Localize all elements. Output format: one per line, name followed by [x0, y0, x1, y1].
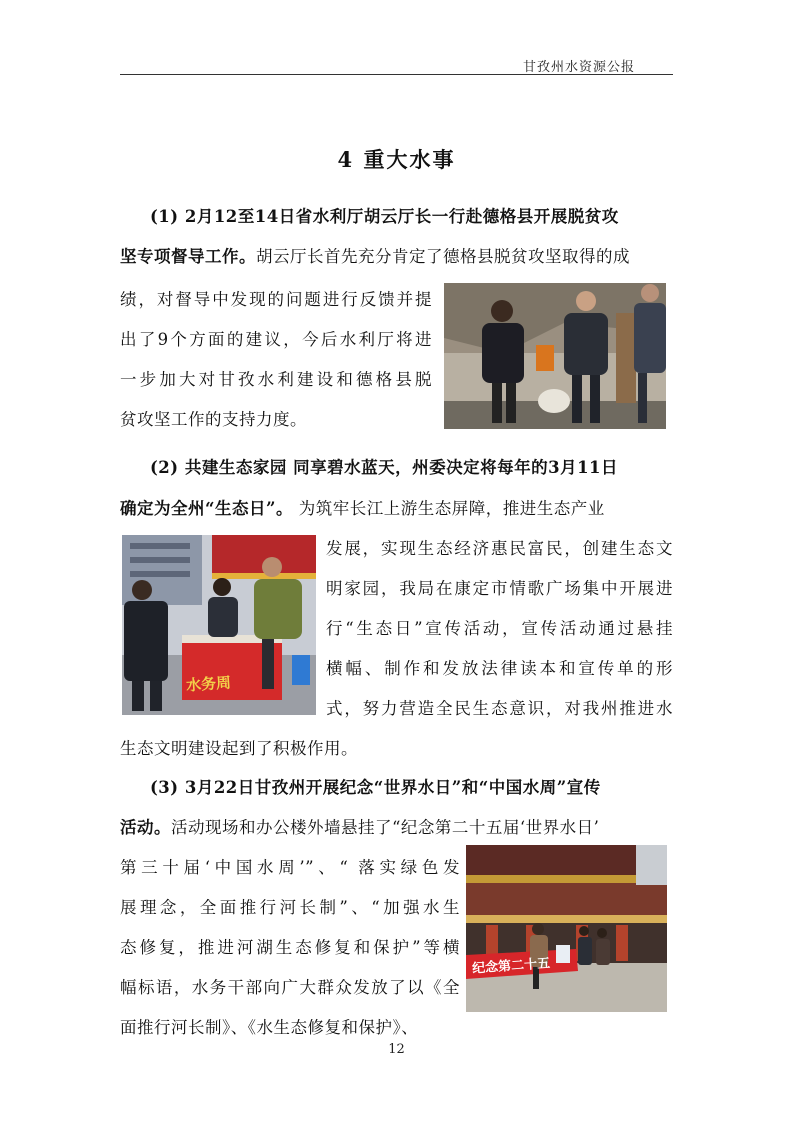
item3-wrap-line: 态修复，推进河湖生态修复和保护”等横	[120, 938, 460, 957]
item2-lead-line1: (2) 共建生态家园 同享碧水蓝天，州委决定将每年的3月11日	[150, 458, 619, 477]
item3-wrap-line: 展理念，全面推行河长制”、“加强水生	[120, 898, 460, 917]
item2-wrap-line: 行“生态日”宣传活动，宣传活动通过悬挂	[326, 619, 673, 638]
item2-wrap-line: 横幅、制作和发放法律读本和宣传单的形	[326, 659, 673, 678]
item1-lead-line1: (1) 2月12至14日省水利厅胡云厅长一行赴德格县开展脱贫攻	[150, 207, 619, 226]
running-header: 甘孜州水资源公报	[522, 60, 635, 75]
header-rule	[120, 74, 673, 75]
item3-wrap-line: 第三十届‘中国水周’”、“ 落实绿色发	[120, 858, 460, 877]
photo-banner-text: 纪念第二十五	[471, 956, 551, 977]
item3-lead-line1: (3) 3月22日甘孜州开展纪念“世界水日”和“中国水周”宣传	[150, 778, 601, 797]
item1-line2: 坚专项督导工作。胡云厅长首先充分肯定了德格县脱贫攻坚取得的成	[120, 247, 630, 266]
item2-wrap-line: 发展，实现生态经济惠民富民，创建生态文	[326, 539, 673, 558]
photo-ecology-day-stall	[122, 535, 316, 715]
item2-wrap-line: 式，努力营造全民生态意识，对我州推进水	[326, 699, 673, 718]
section-title: 4 重大水事	[337, 147, 456, 172]
item2-wrap-line: 明家园，我局在康定市情歌广场集中开展进	[326, 579, 673, 598]
item2-tail-line: 生态文明建设起到了积极作用。	[120, 739, 358, 758]
item3-wrap-line: 幅标语，水务干部向广大群众发放了以《全	[120, 978, 460, 997]
item1-wrap-line: 绩，对督导中发现的问题进行反馈并提	[120, 290, 432, 309]
item3-wrap-line: 面推行河长制》、《水生态修复和保护》、	[120, 1018, 419, 1037]
item1-wrap-line: 贫攻坚工作的支持力度。	[120, 410, 307, 429]
photo-inspection-meeting	[444, 283, 666, 429]
photo-banner-text: 水务周	[185, 673, 232, 695]
item3-line2: 活动。活动现场和办公楼外墙悬挂了“纪念第二十五届‘世界水日’	[120, 818, 600, 837]
item1-wrap-line: 出了9个方面的建议，今后水利厅将进	[120, 330, 432, 349]
item2-line2: 确定为全州“生态日”。 为筑牢长江上游生态屏障，推进生态产业	[120, 499, 605, 518]
photo-water-day-street	[466, 845, 667, 1012]
item1-wrap-line: 一步加大对甘孜水利建设和德格县脱	[120, 370, 432, 389]
page-number: 12	[388, 1042, 405, 1057]
